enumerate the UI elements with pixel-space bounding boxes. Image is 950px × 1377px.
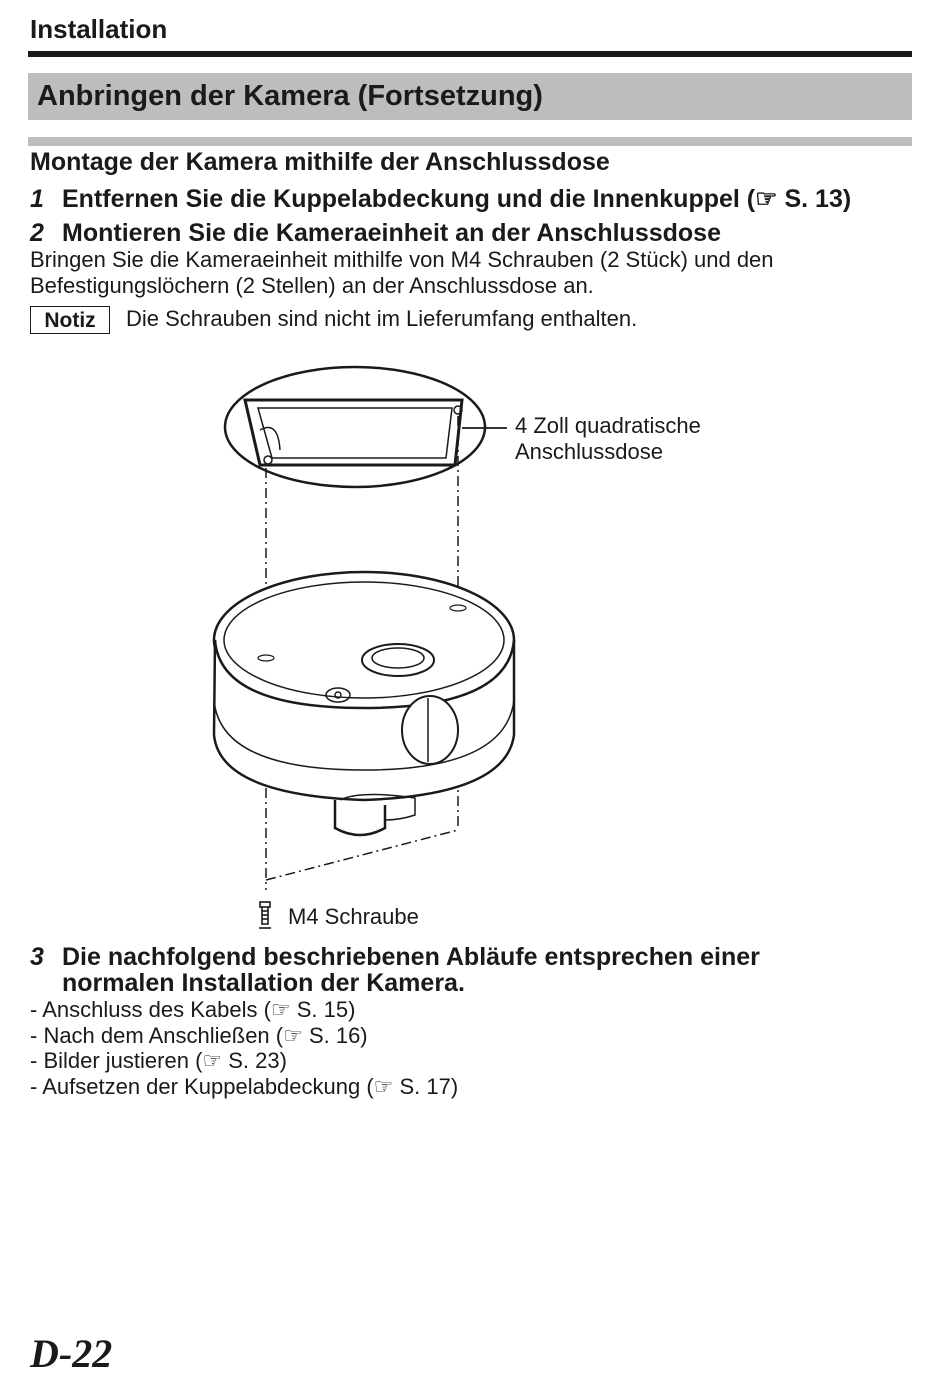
list-item: - Aufsetzen der Kuppelabdeckung (☞ S. 17) xyxy=(30,1073,459,1099)
list-item: - Nach dem Anschließen (☞ S. 16) xyxy=(30,1022,368,1048)
page-number: D-22 xyxy=(30,1331,113,1376)
section-label: Installation xyxy=(30,14,168,44)
step-2-body xyxy=(30,247,774,299)
step-number: 2 xyxy=(30,219,44,247)
list-item: - Bilder justieren (☞ S. 23) xyxy=(30,1048,287,1073)
callout-line: 4 Zoll quadratische xyxy=(515,413,701,438)
title-bar xyxy=(28,73,912,120)
note-text: Die Schrauben sind nicht im Lieferumfang enthalten. xyxy=(126,306,638,331)
note-label: Notiz xyxy=(30,306,110,334)
subheading: Montage der Kamera mithilfe der Anschlussdose xyxy=(30,148,610,176)
step-2 xyxy=(30,219,721,248)
screw-icon xyxy=(256,900,276,932)
junction-box xyxy=(245,400,462,465)
step-number: 1 xyxy=(30,185,44,213)
step-1 xyxy=(30,184,851,214)
step-text xyxy=(62,944,922,996)
camera-unit xyxy=(214,572,514,880)
list-item: - Anschluss des Kabels (☞ S. 15) xyxy=(30,997,356,1022)
page-title: Anbringen der Kamera (Fortsetzung) xyxy=(37,80,543,112)
procedure-list xyxy=(30,997,458,1099)
junction-box-callout xyxy=(515,413,701,465)
step-text-line: Die nachfolgend beschriebenen Abläufe entsprechen einer xyxy=(62,943,760,971)
body-line: Bringen Sie die Kameraeinheit mithilfe von M4 Schrauben (2 Stück) und den xyxy=(30,247,774,272)
divider-bar xyxy=(28,137,912,146)
header-rule xyxy=(28,51,912,57)
step-text: Entfernen Sie die Kuppelabdeckung und die Innenkuppel (☞ S. 13) xyxy=(62,185,852,213)
step-text: Montieren Sie die Kameraeinheit an der Anschlussdose xyxy=(62,219,721,247)
step-text-line: normalen Installation der Kamera. xyxy=(62,969,465,997)
body-line: Befestigungslöchern (2 Stellen) an der Anschlussdose an. xyxy=(30,273,594,298)
screw-callout: M4 Schraube xyxy=(288,904,419,929)
step-number: 3 xyxy=(30,943,44,971)
callout-line: Anschlussdose xyxy=(515,439,663,464)
